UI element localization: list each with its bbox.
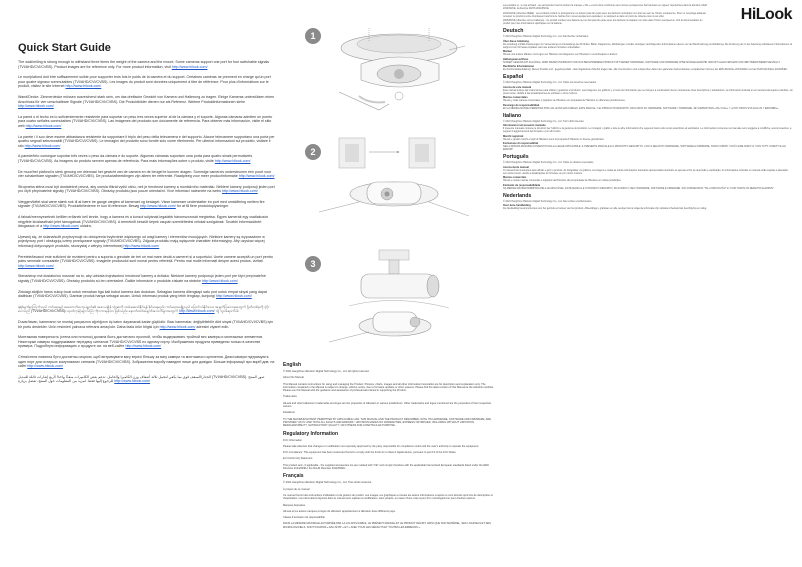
- hilook-website-link[interactable]: http://www.hilook.com/: [171, 64, 208, 69]
- language-line: Descargo de responsabilidad: [503, 103, 540, 107]
- language-line: © 2021 Hangzhou Hikvision Digital Technology Co., Ltd. Alle Rechte vorbehalten.: [503, 35, 589, 38]
- step-3-diagram: [283, 246, 493, 346]
- language-line: Marcas comerciais: [503, 176, 527, 179]
- language-paragraph: [18, 215, 276, 229]
- section-line: This Manual contains instructions for using and managing the Product. Pictures, charts, images and all other information hereinafter are for description and explanation only. The information contained in the Manual is subject to change, without notice, due to firmware updates or other reasons. Please find the latest version of this Manual at the Hikvision website. Please use this Manual with the guidance and assistance of professionals trained in supporting the Product.: [283, 382, 494, 393]
- paragraph-text: The wall/ceiling is strong enough to withstand three times the weight of the camera and the mount. Some cameras support one port for four switchable signals (TVI/AHD/CVI/CVBS). Product images are for reference only. For more product information, visit: [18, 60, 270, 69]
- hilook-website-link[interactable]: http://www.hilook.com/: [214, 158, 251, 163]
- language-line: Haftungsausschluss: [503, 57, 529, 61]
- paragraph-text: A falnak/mennyezetnek kellően erősnek kell lennie, hogy a kamera és a konzol súlyának legalább háromszorosát megtartsa. Egyes kamerák egy csatlakozón négyféle kiválasztható jelet támogatnak (TVI/AHD/CVI/CVBS). A termékről készült képek csupán szemléltetési célokat szolgálnak. További információkért látogasson el a: [18, 215, 269, 229]
- language-line: EU-Konformitätserklärung: Dieses Produkt und - gegebenenfalls - das mitgelieferte Zubehör tragen das „CE“-Kennzeichen und entsprechen daher den geltenden harmonisierten europäischen Normen der EMV-Richtlinie 2014/30/EU und der RoHS-Richtlinie 2011/65/EU.: [503, 68, 788, 71]
- language-paragraph: [18, 170, 276, 179]
- section-line: © 2021 Hangzhou Hikvision Digital Technology Co., Ltd. All rights reserved.: [283, 370, 370, 373]
- section-heading: Regulatory Information: [283, 430, 339, 437]
- language-line: Over deze handleiding: [503, 204, 531, 207]
- paragraph-text: Stena/strop má dostatočnú nosnosť na to, aby udržala trojnásobnú hmotnosť kamery a držiaka. Niektoré kamery podporujú jeden port pre štyri prepínateľné signály (TVI/AHD/CVI/CVBS). Obrázky produktu sú len orientačné. Ďalšie informácie o produkte získate na stránke: [18, 274, 266, 283]
- language-paragraph: [18, 355, 276, 369]
- language-line: © 2021 Hangzhou Hikvision Digital Technology Co., Ltd. Tutti i diritti riservati.: [503, 119, 585, 123]
- intro-block: [503, 4, 708, 25]
- section-line: À propos de ce manuel: [283, 487, 310, 491]
- step-number: 1: [305, 28, 321, 44]
- language-line: O manual inclui instruções para utilizar e gerir o produto. As fotografias, os gráficos, as imagens e todas as outras informações doravante apresentadas destinam-se apenas a fins de descrição e explicação. As informações incluídas no manual estão sujeitas a alteração, sem aviso prévio, devido a atualizações de firmware ou por outros motivos.: [503, 168, 789, 175]
- language-paragraph: [18, 185, 276, 194]
- language-line: Il presente manuale contiene le istruzioni per l'utilizzo e la gestione del prodotto. Le immagini, i grafici e tutte le altre informazioni che seguono hanno solo scopo descrittivo ed esplicativo. Le informazioni contenute nel manuale sono soggette a modifiche, senza preavviso, a seguito di aggiornamenti del firmware o per altri motivi.: [503, 127, 792, 133]
- left-column: [18, 42, 276, 390]
- paragraph-text: De muur/het plafond is sterk genoeg om driemaal het gewicht van de camera en de beugel te kunnen dragen. Sommige camera's ondersteunen één poort voor vier schakelbare signalen (TVI/AHD/CVI/CVBS). De productafbeeldingen zijn alleen ter referentie. Raadpleeg voor meer productinformatie: [18, 169, 272, 179]
- language-line: HiLook e gli altri marchi e loghi di Hikvision sono di proprietà di Hikvision in diverse giurisdizioni.: [503, 137, 605, 141]
- paragraph-text: La parete / il soo deve essere abbastanza resistente da sopportare il triplo del peso della telecamera e del supporto. Alcune telecamere supportano una porta per quattro segnali selezionabili (TVI/AHD/CVI/CVBS). Le immagini del prodotto sono fornite solo come riferimento. Per ulteriori informazioni sul prodotto, visitare il sito: [18, 134, 275, 148]
- section-line: DANS LA MESURE MAXIMALE AUTORISÉE PAR LA LOI APPLICABLE, LE PRÉSENT MANUEL ET LE PRODUIT DÉCRIT, AINSI QUE SON MATÉRIEL, SES LOGICIELS ET SES MICROLOGICIELS, SONT FOURNIS « EN L'ÉTAT » ET « AVEC TOUS LES DÉFAUTS ET TOUTES LES ERREURS ».: [283, 522, 491, 529]
- paragraph-text: Wand/Decke. Zimmerdecke müssen ausreichend stark sein, um das dreifache Gewicht von Kamera und Halterung zu tragen. Einige Kameras unterstützen einen Anschluss für vier umschaltbare Signale (TVI/AHD/CVI/CVBS). Die Produktbilder dienen nur als Referenz. Weitere Produktinformationen siehe: [18, 94, 275, 104]
- paragraph-text: Монтажная поверхность (стена или потолок) должна быть достаточно прочной, чтобы выдерживать тройной вес камеры и монтажных элементов. Некоторые камеры поддерживают передачу сигналов TVI/AHD/CVI/CVBS по одному порту. Изображения продукта приведены только в качестве примера. Подробную информацию о продукте см. на веб-сайте: [18, 335, 264, 349]
- hilook-website-link[interactable]: http://www.hilook.com/: [221, 189, 258, 194]
- language-line: Rechtliche Informationen: [503, 65, 535, 68]
- paragraph-text: Zidulagi atoljkin harus cukup kuat untuk menahan tiga kali bobot kamera dan dudukan. Sebagian kamera dilengkapi satu port untuk empat sinyal yang dapat dialihkan (TVI/AHD/CVI/CVBS). Gambar produk hanya sebagai acuan. Untuk informasi produk yang lebih lengkap, kunjungi: [18, 289, 267, 299]
- language-paragraph: [18, 115, 276, 129]
- language-line: Exclusão de responsabilidade: [503, 183, 541, 187]
- hilook-website-link[interactable]: http://www.hilook.com/: [159, 324, 196, 329]
- language-line: © 2021 Hangzhou Hikvision Digital Technology Co., Ltd. Todos os direitos reservados.: [503, 161, 594, 164]
- hilook-website-link[interactable]: http://www.hilook.com/: [18, 104, 54, 109]
- step-number: 2: [305, 144, 321, 160]
- paragraph-tail: oldalra.: [78, 224, 92, 229]
- section-line: Clause d'exclusion de responsabilité: [283, 516, 325, 520]
- language-line: Informazioni sul presente manuale: [503, 124, 546, 127]
- language-paragraph: [18, 135, 276, 149]
- hilook-website-link[interactable]: http://www.hilook.com/: [43, 224, 79, 229]
- language-paragraphs: [18, 60, 276, 384]
- language-line: De handleiding bevat instructies voor het gebruik en beheer van het product. Afbeeldingen, grafieken en alle overige hierna volgende informatie zijn uitsluitend bedoeld als beschrijving en uitleg.: [503, 207, 707, 210]
- language-heading: Deutsch: [503, 28, 524, 34]
- section-line: EU Conformity Statement: [283, 457, 313, 461]
- language-line: © 2021 Hangzhou Hikvision Digital Technology Co., Ltd. Todos los derechos reservados.: [503, 81, 597, 84]
- intro-line: 2012/19/UE (directive DEEE) : Les produits portant ce pictogramme ne doivent pas être jetés avec les déchets municipaux non triés au sein de l'Union européenne. Pour un recyclage adéquat, remettez ce produit à votre fournisseur local lors de l'achat d'un nouvel équipement équivalent, ou déposez-le dans un point de collecte prévu à cet effet.: [503, 11, 707, 18]
- language-paragraph: [18, 75, 276, 89]
- language-line: Marchi registrati: [503, 134, 524, 138]
- paragraph-text: Стіна/стеля повинна бути достатньо міцною, щоб витримувати вагу втричі більшу за вагу камери та монтажного кріплення. Деякі камери підтримують один порт для чотирьох комутованих сигналів (TVI/AHD/CVI/CVBS). Зображення виробу наведені лише для довідки. Більше інформації про виріб див. на сайті: [18, 354, 275, 369]
- paragraph-text: Le mur/plafond doit être suffisamment solide pour supporter trois fois le poids de la caméra et du support. Certaines caméras ne prennent en charge qu'un port pour quatre signaux commutables (TVI/AHD/CVI/CVBS). Les images du produit sont données uniquement à titre de référence. Pour plus d'informations sur le produit, visitez le site Internet: [18, 75, 271, 89]
- language-line: © 2021 Hangzhou Hikvision Digital Technology Co., Ltd. Alle rechten voorbehouden.: [503, 199, 593, 203]
- intro-line: Les produits et - le cas échéant - les accessoires fournis portent la marque « CE » et sont donc conformes aux normes européennes harmonisées en vigueur répertoriées dans la directive CEM 2014/30/UE, la directive RoHS 2011/65/UE.: [503, 4, 707, 10]
- camera-alignment-drawing: [299, 132, 489, 230]
- logo-hi: Hi: [740, 6, 756, 23]
- language-line: HiLook e outras marcas comerciais e logótipos da Hikvision são propriedade da Hikvision em várias jurisdições.: [503, 179, 622, 182]
- hilook-website-link[interactable]: http://www.hilook.com/: [238, 174, 275, 179]
- hilook-website-link[interactable]: http://www.hilook.com/: [123, 244, 160, 249]
- language-paragraph: [18, 60, 276, 69]
- paragraph-tail: adresini ziyaret edin.: [195, 324, 230, 329]
- hilook-website-link[interactable]: http://www.hilook.com/: [25, 123, 62, 128]
- middle-legal-text: [283, 362, 495, 532]
- language-line: Acerca de este manual: [503, 85, 532, 89]
- language-line: Über diese Anleitung: [503, 39, 529, 43]
- language-paragraph: [18, 375, 276, 384]
- language-line: NELLA MISURA MASSIMA CONSENTITA DALLA LEGGE APPLICABILE, IL PRESENTE MANUALE E IL PRODOTTO DESCRITTO, CON IL RELATIVO HARDWARE, SOFTWARE E FIRMWARE, SONO FORNITI "COSÌ COME SONO" E "CON TUTTI I DIFETTI E GLI ERRORI".: [503, 145, 787, 151]
- right-column: [503, 4, 793, 212]
- language-paragraph: [18, 95, 276, 109]
- language-line: Die Anleitung enthält Anweisungen zur Verwendung und Verwaltung des Produkts. Bilder, Diagramme, Abbildungen und alle sonstigen nachfolgenden Informationen dienen nur der Beschreibung und Erklärung. Die Änderung der in der Anleitung enthaltenen Informationen ist aufgrund von Firmware-Updates oder aus anderen Gründen vorbehalten.: [503, 42, 793, 49]
- language-line: Marken: [503, 50, 513, 53]
- paragraph-text: A parede/teto consegue suportar três vezes o peso da câmara e do suporte. Algumas câmaras suportam uma porta para quatro sinais permutáveis (TVI/AHD/CVI/CVBS). As imagens do produto servem apenas de referência. Para mais informações sobre o produto, visite: [18, 154, 253, 163]
- language-paragraph: [18, 305, 276, 314]
- language-paragraph: [18, 320, 276, 329]
- step-1-diagram: [283, 20, 493, 120]
- paragraph-tail: သို့ သွားရောက်ပါ။: [214, 309, 239, 314]
- paragraph-text: Væggen/loftet skal være stærk nok til at bære tre gange vægten af kameraet og beslaget. Visse kameraer understøtter én port med omskiftning mellem fire signaler (TVI/AHD/CVI/CVBS). Produktbillederne er kun til reference. Besøg: [18, 199, 265, 209]
- dome-camera-mounting-drawing: [299, 20, 489, 118]
- section-line: This product and - if applicable - the supplied accessories too are marked with "CE" and comply therefore with the applicable harmonized European standards listed under the EMC Directive 2014/30/EU, the RoHS Directive 2011/65/EU.: [283, 463, 490, 471]
- paragraph-text: Stropneba stěna musí být dostatečně pevná, aby unesla třikrát vyšší váhu, než je hmotnost kamery a montážního materiálu. Některé kamery podporují jeden port pro čtyři přepínatelné signály (TVI/AHD/CVI/CVBS). Obrázky produktu jsou pouze orientační. Více informací naleznete na webu: [18, 184, 275, 194]
- hilook-website-link[interactable]: http://www.hilook.com/: [114, 379, 151, 384]
- language-paragraph: [18, 255, 276, 269]
- language-line: Esclusione di responsabilità: [503, 142, 539, 145]
- hilook-website-link[interactable]: http://www.hilook.com/: [178, 309, 215, 314]
- section-line: FCC Information: [283, 438, 303, 442]
- paragraph-text: Peretele/tavanul este suficient de rezistent pentru a suporta o greutate de trei ori mai mare decât a camerei și a suportului. Unele camere acceptă un port pentru patru semnale comutabile (TVI/AHD/CVI/CVBS). Imaginile produsului sunt numai pentru referință. Pentru mai multe informații despre acest produs, vizitați: [18, 254, 273, 264]
- language-paragraph: [18, 290, 276, 299]
- language-heading: Italiano: [503, 112, 522, 119]
- language-line: HiLook und andere Marken und Logos von Hikvision sind Eigentum von Hikvision in verschiedenen Ländern.: [503, 53, 618, 56]
- step-2-diagram: [283, 132, 493, 232]
- hilook-website-link[interactable]: http://www.hilook.com/: [125, 344, 162, 349]
- section-line: Ce manuel fournit des instructions d'utilisation et de gestion du produit. Les images, les graphiques et toutes les autres informations ci-après ne sont donnés qu'à titre de description et d'explication. Les informations figurant dans le manuel sont sujettes à modification, sans préavis, en raison d'une mise à jour d'un micrologiciel ou pour d'autres raisons.: [283, 493, 493, 501]
- section-line: Trademarks: [283, 395, 297, 399]
- page-title: Quick Start Guide: [18, 42, 111, 54]
- language-line: Marcas comerciales: [503, 96, 528, 99]
- language-paragraph: [18, 154, 276, 163]
- hilook-website-link[interactable]: http://www.hilook.com/: [201, 279, 238, 283]
- language-paragraph: [18, 274, 276, 283]
- paragraph-text: La pared o el techo es lo suficientemente resistente para soportar un peso tres veces superior al de la cámara y el soporte. Algunas cámaras admiten un puerto para cuatro señales conmutables (TVI/AHD/CVI/CVBS). Las imágenes del producto son únicamente de referencia. Para obtener más información, visite el sitio web: [18, 114, 273, 128]
- section-line: Marques déposées: [283, 503, 306, 507]
- language-paragraph: [18, 235, 276, 249]
- paragraph-text: နံရံ/မျက်နှာကြက်သည် ကင်မရာနှင့် အထောက်အကူပစ္စည်း၏ အလေးချိန် သုံးဆကို ထမ်းဆောင်နိုင်ရန် ခိုင်မာရမည်။ ကင်မရာအချို့သည် ပြောင်းလဲနိုင်သော အချက်ပြလေးခုအတွက် ပို့တ်တစ်ခုကို ပံ့ပိုးပေးသည် (TVI/AHD/CVI/CVBS)။ ထုတ်ကုန်ပုံများသည် ကိုးကားရန်သာ ဖြစ်သည်။ နောက်ထပ်အချက်အလက်များအတွက်: [18, 304, 270, 314]
- paragraph-text: Upewnij się, że ściana/sufit przytrzymuje do obciążenia trzykrotnie większego od wagi kamery i elementów mocujących. Niektóre kamery są wyposażone w pojedynczy port i obsługują cztery przełączane sygnały (TVI/AHD/CVI/CVBS). Zdjęcia produktu mają wyłącznie charakter informacyjny. Aby uzyskać więcej informacji dotyczących produktu, skorzystaj z witryny internetowej: [18, 234, 265, 249]
- section-line: HiLook and other Hikvision's trademarks and logos are the properties of Hikvision in various jurisdictions. Other trademarks and logos mentioned are the properties of their respective owners.: [283, 401, 492, 409]
- language-heading: Nederlands: [503, 192, 532, 199]
- section-heading: Français: [283, 473, 304, 480]
- language-line: NA MEDIDA MÁXIMA PERMITIDA PELA LEI APLICÁVEL, ESTE MANUAL E O PRODUTO DESCRITO, INCLUINDO O SEU HARDWARE, SOFTWARE E FIRMWARE, SÃO FORNECIDOS "TAL COMO ESTÃO" E "COM TODOS OS DEFEITOS E ERROS".: [503, 186, 775, 190]
- section-line: Disclaimer: [283, 411, 296, 415]
- language-line: EN LA MEDIDA MÁXIMA PERMITIDA POR LAS LEYES APLICABLES, ESTE MANUAL Y EL PRODUCTO DESCRITO, INCLUIDOS SU HARDWARE, SOFTWARE Y FIRMWARE, SE SUMINISTRAN «TAL CUAL» Y «CON TODOS SUS FALLOS Y ERRORES».: [503, 106, 779, 110]
- logo-look: Look: [755, 6, 792, 23]
- language-line: HiLook y otras marcas comerciales y logotipos de Hikvision son propiedad de Hikvision en diferentes jurisdicciones.: [503, 99, 626, 102]
- section-line: HiLook et les autres marques et logos de Hikvision appartiennent à Hikvision dans différents pays.: [283, 509, 396, 513]
- paragraph-text: Duvar/tavan, kameranın ve montaj parçasının ağırlığının üç katını dayanacak kadar güçlüdür. Bazı kameralar, değiştirilebilir dört sinyal (TVI/AHD/CVI/CVBS) için bir portu destekler. Ürün resimleri yalnızca referans amaçlıdır. Daha fazla ürün bilgisi için: [18, 319, 274, 329]
- hilook-website-link[interactable]: http://www.hilook.com/: [65, 84, 102, 89]
- section-line: Please take attention that changes or modification not expressly approved by the party responsible for compliance could void the user's authority to operate the equipment.: [283, 444, 480, 448]
- language-line: Acerca deste manual: [503, 165, 529, 169]
- hilook-website-link[interactable]: http://www.hilook.com/: [27, 364, 64, 369]
- section-line: FCC compliance: This equipment has been tested and found to comply with the limits for a Class A digital device, pursuant to part 15 of the FCC Rules.: [283, 451, 457, 455]
- language-heading: Español: [503, 74, 524, 80]
- language-paragraph: [18, 335, 276, 349]
- hilook-website-link[interactable]: http://www.hilook.com/: [140, 204, 176, 209]
- section-line: TO THE MAXIMUM EXTENT PERMITTED BY APPLICABLE LAW, THIS MANUAL AND THE PRODUCT DESCRIBED, WITH ITS HARDWARE, SOFTWARE AND FIRMWARE, ARE PROVIDED "AS IS" AND "WITH ALL FAULTS AND ERRORS". HIKVISION MAKES NO WARRANTIES, EXPRESS OR IMPLIED, INCLUDING WITHOUT LIMITATION, MERCHANTABILITY, SATISFACTORY QUALITY, OR FITNESS FOR A PARTICULAR PURPOSE.: [283, 417, 492, 428]
- paragraph-text: الجدار/السقف قوي بما يكفي لتحمل ثلاثة أضعاف وزن الكاميرا والحامل. تدعم بعض الكاميرات منفذًا واحدًا لأربع إشارات قابلة للتبديل (TVI/AHD/CVI/CVBS). صور المنتج للرجوع إليها فقط. لمزيد من المعلومات حول المنتج، تفضل بزيارة: [18, 374, 265, 384]
- language-line: SOWEIT GESETZLICH ZULÄSSIG, WIRD DIESES HANDBUCH UND DAS BESCHRIEBENE PRODUKT MIT SEINER HARDWARE, SOFTWARE UND FIRMWARE OHNE MÄNGELGEWÄHR UND MIT ALLEN FEHLERN UND IRRTÜMERN BEREITGESTELLT.: [503, 60, 781, 64]
- paragraph-tail: for at få flere produktoplysninger.: [175, 204, 230, 209]
- step-number: 3: [305, 256, 321, 272]
- language-paragraph: [18, 200, 276, 209]
- hilook-website-link[interactable]: http://www.hilook.com/: [18, 263, 54, 268]
- bullet-camera-mounting-drawing: [299, 246, 489, 356]
- section-heading: English: [283, 362, 302, 368]
- section-line: About this Manual: [283, 376, 304, 380]
- hilook-website-link[interactable]: http://www.hilook.com/: [215, 294, 252, 299]
- hilook-website-link[interactable]: http://www.hilook.com/: [24, 143, 61, 148]
- installation-diagrams: [283, 20, 493, 360]
- language-heading: Português: [503, 154, 529, 160]
- language-line: Este manual incluye las instrucciones para utilizar y gestionar el producto. Las imágenes, los gráficos y el resto de información que se incluyen a continuación tienen únicamente fines descriptivos y aclaratorios. La información incluida en el manual está sujeta a cambios, sin previo aviso, debido a las actualizaciones de software u otros motivos.: [503, 88, 793, 95]
- section-line: © 2021 Hangzhou Hikvision Digital Technology Co., Ltd. Tous droits réservés.: [283, 481, 372, 485]
- intro-line: 2006/66/CE (directive sur les batteries) : Ce produit contient une batterie qui ne doit pas être jetée avec les déchets municipaux non triés dans l'Union européenne. Voir la documentation du produit pour des informations spécifiques sur la batterie.: [503, 19, 703, 25]
